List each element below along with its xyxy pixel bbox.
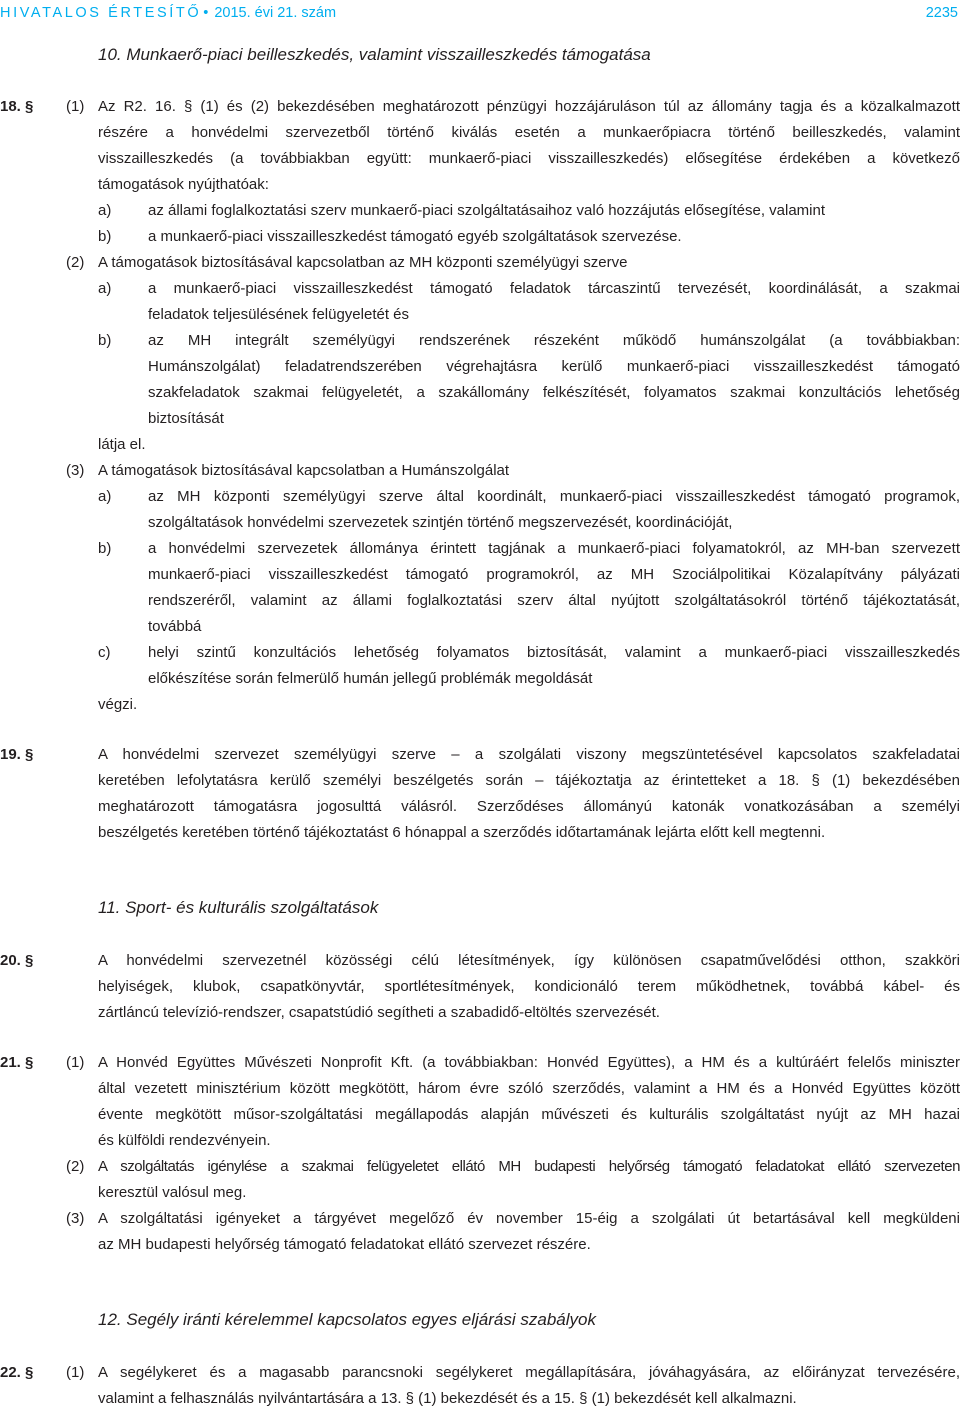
running-header: [0, 0, 960, 24]
text-line: A segélykeret és a magasabb parancsnoki segélykeret megállapítására, jóváhagyására, az előirányzat tervezésére,: [98, 1364, 960, 1381]
list-label: b): [98, 540, 112, 557]
text-line: A szolgáltatás igénylése a szakmai felügyeletet ellátó MH budapesti helyőrség támogató feladatokat ellátó szervezeten: [98, 1158, 960, 1175]
text-line: keretében lefolytatásra kerülő személyi beszélgetés során – tájékoztatja az érintetteket a 18. § (1) bekezdésében: [98, 772, 960, 789]
list-item-text: az állami foglalkoztatási szerv munkaerő-piaci szolgáltatásaihoz való hozzájutás elősegítése, valamint: [148, 202, 826, 219]
list-label: a): [98, 202, 112, 219]
list-item-text: a munkaerő-piaci visszailleszkedést támogató egyéb szolgáltatások szervezése.: [148, 228, 682, 245]
list-item-text: szolgáltatások honvédelmi szervezetek szintjén történő megszervezését, koordinációját,: [148, 514, 733, 531]
list-item-text: munkaerő-piaci visszailleszkedést támogató programokról, az MH Szociálpolitikai Közalapítvány pályázati: [148, 566, 960, 583]
list-item-text: a munkaerő-piaci visszailleszkedést támogató feladatok tárcaszintű tervezését, koordinálását, a szakmai: [148, 280, 960, 297]
list-item-text: biztosítását: [148, 410, 224, 427]
journal-header: [0, 0, 336, 26]
list-item-text: helyi szintű konzultációs lehetőség folyamatos biztosítását, valamint a munkaerő-piaci visszailleszkedés: [148, 644, 960, 661]
issue-date: 2015. évi 21. szám: [214, 5, 337, 21]
list-item-text: feladatok teljesülésének felügyeletét és: [148, 306, 410, 323]
subsection-number: (1): [66, 1054, 85, 1071]
list-item-text: rendszeréről, valamint az állami foglalkoztatási szerv által nyújtott szolgáltatásokról történő tájékoztatását,: [148, 592, 960, 609]
list-item-text: az MH integrált személyügyi rendszerének részeként működő humánszolgálat (a továbbiakban:: [148, 332, 960, 349]
text-line: beszélgetés keretében történő tájékoztatást 6 hónappal a szerződés időtartamának lejárta előtt kell megtenni.: [98, 824, 826, 841]
subsection-number: (3): [66, 462, 85, 479]
text-line: A honvédelmi szervezetnél közösségi célú létesítmények, így különösen csapatművelődési otthon, szakköri: [98, 952, 960, 969]
list-label: a): [98, 488, 112, 505]
section-heading-10: 10. Munkaerő-piaci beilleszkedés, valamint visszailleszkedés támogatása: [98, 45, 651, 64]
paragraph-number-19: 19. §: [0, 746, 34, 763]
text-line: valamint a felhasználás nyilvántartására a 13. § (1) bekezdését és a 15. § (1) bekezdését kell alkalmazni.: [98, 1390, 797, 1407]
list-item-text: továbbá: [148, 618, 202, 635]
subsection-number: (1): [66, 1364, 85, 1381]
list-item-text: a honvédelmi szervezetek állománya érintett tagjának a munkaerő-piaci folyamatokról, az MH-ban szervezett: [148, 540, 960, 557]
paragraph-number-22: 22. §: [0, 1364, 34, 1381]
text-line: meghatározott támogatásra jogosulttá válásról. Szerződéses állományú katonák vonatkozásában a személyi: [98, 798, 960, 815]
list-label: b): [98, 228, 112, 245]
text-line: helyiségek, klubok, csapatkönyvtár, sportlétesítmények, kondicionáló terem működhetnek, továbbá kábel- és: [98, 978, 960, 995]
text-line: végzi.: [98, 696, 138, 713]
subsection-number: (3): [66, 1210, 85, 1227]
text-line: keresztül valósul meg.: [98, 1184, 247, 1201]
subsection-number: (2): [66, 254, 85, 271]
text-line: az MH budapesti helyőrség támogató feladatokat ellátó szervezet részére.: [98, 1236, 591, 1253]
header-separator: •: [203, 5, 209, 21]
text-line: A támogatások biztosításával kapcsolatban a Humánszolgálat: [98, 462, 510, 479]
text-line: A szolgáltatási igényeket a tárgyévet megelőző év november 15-éig a szolgálati út betartásával kell megküldeni: [98, 1210, 960, 1227]
text-line: által vezetett minisztérium között megkötött, három évre szóló szerződés, valamint a HM és a Honvéd Együttes között: [98, 1080, 960, 1097]
text-line: támogatások nyújthatóak:: [98, 176, 269, 193]
text-line: és külföldi rendezvényein.: [98, 1132, 271, 1149]
list-item-text: szakfeladatok szakmai felügyeletét, a szakállomány felkészítését, folyamatos szakmai konzultációs lehetőség: [148, 384, 960, 401]
subsection-number: (2): [66, 1158, 85, 1175]
text-line: A Honvéd Együttes Művészeti Nonprofit Kft. (a továbbiakban: Honvéd Együttes), a HM és a kultúráért felelős miniszter: [98, 1054, 960, 1071]
journal-title: HIVATALOS ÉRTESÍTŐ: [0, 5, 202, 21]
text-line: részére a honvédelmi szervezetből történő kiválás esetén a munkaerőpiacra történő beilleszkedés, valamint: [98, 124, 960, 141]
list-label: c): [98, 644, 111, 661]
list-label: a): [98, 280, 112, 297]
text-line: látja el.: [98, 436, 146, 453]
text-line: Az R2. 16. § (1) és (2) bekezdésében meghatározott pénzügyi hozzájáruláson túl az állomány tagja és a közalkalmazott: [98, 98, 960, 115]
text-line: évente megkötött műsor-szolgáltatási megállapodás alapján művészeti és kulturális szolgáltatást nyújt az MH hazai: [98, 1106, 960, 1123]
subsection-number: (1): [66, 98, 85, 115]
section-heading-12: 12. Segély iránti kérelemmel kapcsolatos egyes eljárási szabályok: [98, 1310, 596, 1329]
paragraph-number-18: 18. §: [0, 98, 34, 115]
text-line: zártláncú televízió-rendszer, csapatstúdió segítheti a szabadidő-eltöltés szervezését.: [98, 1004, 660, 1021]
list-item-text: az MH központi személyügyi szerve által koordinált, munkaerő-piaci visszailleszkedést támogató programok,: [148, 488, 960, 505]
list-item-text: Humánszolgálat) feladatrendszerében végrehajtásra kerülő munkaerő-piaci visszailleszkedést támogató: [148, 358, 960, 375]
text-line: A honvédelmi szervezet személyügyi szerve – a szolgálati viszony megszüntetésével kapcsolatos szakfeladatai: [98, 746, 960, 763]
text-line: A támogatások biztosításával kapcsolatban az MH központi személyügyi szerve: [98, 254, 628, 271]
section-heading-11: 11. Sport- és kulturális szolgáltatások: [98, 898, 379, 917]
list-item-text: előkészítése során felmerülő humán jellegű problémák megoldását: [148, 670, 593, 687]
paragraph-number-21: 21. §: [0, 1054, 34, 1071]
paragraph-number-20: 20. §: [0, 952, 34, 969]
list-label: b): [98, 332, 112, 349]
page-number: 2235: [925, 5, 958, 21]
text-line: visszailleszkedés (a továbbiakban együtt: munkaerő-piaci visszailleszkedés) elősegítése érdekében a következő: [98, 150, 960, 167]
